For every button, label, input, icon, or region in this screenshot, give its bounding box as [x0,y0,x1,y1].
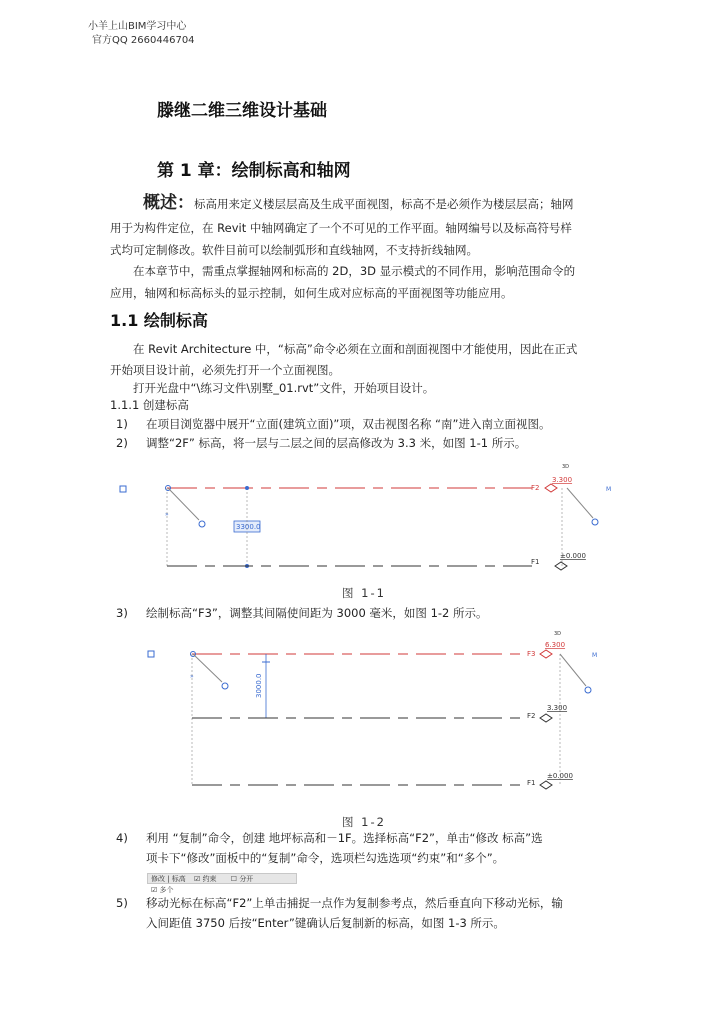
overview-line2: 用于为构件定位，在 Revit 中轴网确定了一个不可见的工作平面。轴网编号以及标高符号样 [110,221,572,235]
level-marker-right: M [592,652,598,659]
lock-icon[interactable] [222,683,228,689]
figure-1-2 [140,630,610,795]
overview-paragraph-first-line [143,193,574,214]
level-head-symbol-f3 [540,650,552,658]
dimension-value-text[interactable]: 3000.0 [255,673,263,698]
step-4-line2: 项卡下“修改”面板中的“复制”命令，选项栏勾选选项“约束”和“多个”。 [146,851,505,865]
dimension-value-text[interactable]: 3300.0 [236,523,261,531]
level-marker-left: » [165,511,169,518]
level-head-leader-left [193,654,222,682]
overview-line1: 标高用来定义楼层层高及生成平面视图，标高不是必须作为楼层层高；轴网 [194,197,574,211]
level-head-symbol-f2 [545,484,557,492]
level-head-marker-top: 3D [554,631,562,637]
step-2: 2) 调整“2F” 标高，将一层与二层之间的层高修改为 3.3 米，如图 1-1 所示。 [116,436,527,450]
section-1-1-p1-line1: 在 Revit Architecture 中，“标高”命令必须在立面和剖面视图中才能使用，因此在正式 [133,342,578,356]
level-name-f1: F1 [531,558,540,566]
level-elev-f1: ±0.000 [560,552,586,560]
constrain-checkbox[interactable]: ☑ 约束 [194,875,217,883]
level-head-leader-right [567,488,593,518]
dimension-grip-top[interactable] [245,486,249,490]
overview-line4: 在本章节中，需重点掌握轴网和标高的 2D，3D 显示模式的不同作用，影响范围命令的 [133,264,576,278]
section-1-1-p2: 打开光盘中“\练习文件\别墅_01.rvt”文件，开始项目设计。 [133,381,435,395]
level-name-f1: F1 [527,779,536,787]
level-elev-f1: ±0.000 [547,772,573,780]
options-bar [147,873,297,894]
lock-icon-right[interactable] [592,519,598,525]
step-3: 3) 绘制标高“F3”，调整其间隔使间距为 3000 毫米，如图 1-2 所示。 [116,606,488,620]
lock-icon[interactable] [199,521,205,527]
level-elev-f3[interactable]: 6.300 [545,641,566,649]
view-corner-marker-icon [120,486,126,492]
overview-line5: 应用，轴网和标高标头的显示控制，如何生成对应标高的平面视图等功能应用。 [110,286,513,300]
step-5-line2: 入间距值 3750 后按“Enter”键确认后复制新的标高，如图 1-3 所示。 [146,916,505,930]
level-marker-right: M [606,486,612,493]
level-head-marker-top: 3D [562,464,570,470]
level-elev-f2[interactable]: 3.300 [552,476,573,484]
overview-line3: 式均可定制修改。软件目前可以绘制弧形和直线轴网，不支持折线轴网。 [110,243,478,257]
level-head-symbol-f2 [540,714,552,722]
document-title: 滕继二维三维设计基础 [157,101,327,121]
figure-1-1 [115,458,635,578]
level-marker-left: » [190,673,194,680]
disjoin-checkbox[interactable]: ☐ 分开 [230,875,254,883]
options-bar-context: 修改 | 标高 [151,875,186,883]
lock-icon-right[interactable] [585,687,591,693]
level-head-symbol-f1 [540,781,552,789]
step-5: 5) 移动光标在标高“F2”上单击捕捉一点作为复制参考点，然后垂直向下移动光标，输 [116,896,563,910]
level-name-f3: F3 [527,650,536,658]
figure-1-2-caption: 图 1-2 [342,815,386,829]
level-head-symbol-f1 [555,562,567,570]
level-name-f2: F2 [527,712,536,720]
section-1-1-1-title: 1.1.1 创建标高 [110,398,189,412]
figure-1-1-caption: 图 1-1 [342,586,386,600]
watermark [88,20,195,48]
watermark-line2: 官方QQ 2660446704 [92,35,195,46]
overview-lead: 概述： [143,193,194,213]
section-1-1-p1-line2: 开始项目设计前，必须先打开一个立面视图。 [110,363,340,377]
level-head-leader-left [168,488,199,520]
multiple-checkbox[interactable]: ☑ 多个 [151,886,174,894]
section-1-1-title: 1.1 绘制标高 [110,311,208,330]
watermark-line1: 小羊上山BIM学习中心 [88,21,187,32]
step-4: 4) 利用 “复制”命令，创建 地坪标高和－1F。选择标高“F2”，单击“修改 标高”选 [116,831,543,845]
chapter-title: 第 1 章：绘制标高和轴网 [157,161,351,181]
view-corner-marker-icon [148,651,154,657]
level-name-f2: F2 [531,484,540,492]
level-elev-f2: 3.300 [547,704,568,712]
step-1: 1) 在项目浏览器中展开“立面(建筑立面)”项，双击视图名称 “南”进入南立面视图。 [116,417,551,431]
level-head-leader-right [560,654,586,686]
